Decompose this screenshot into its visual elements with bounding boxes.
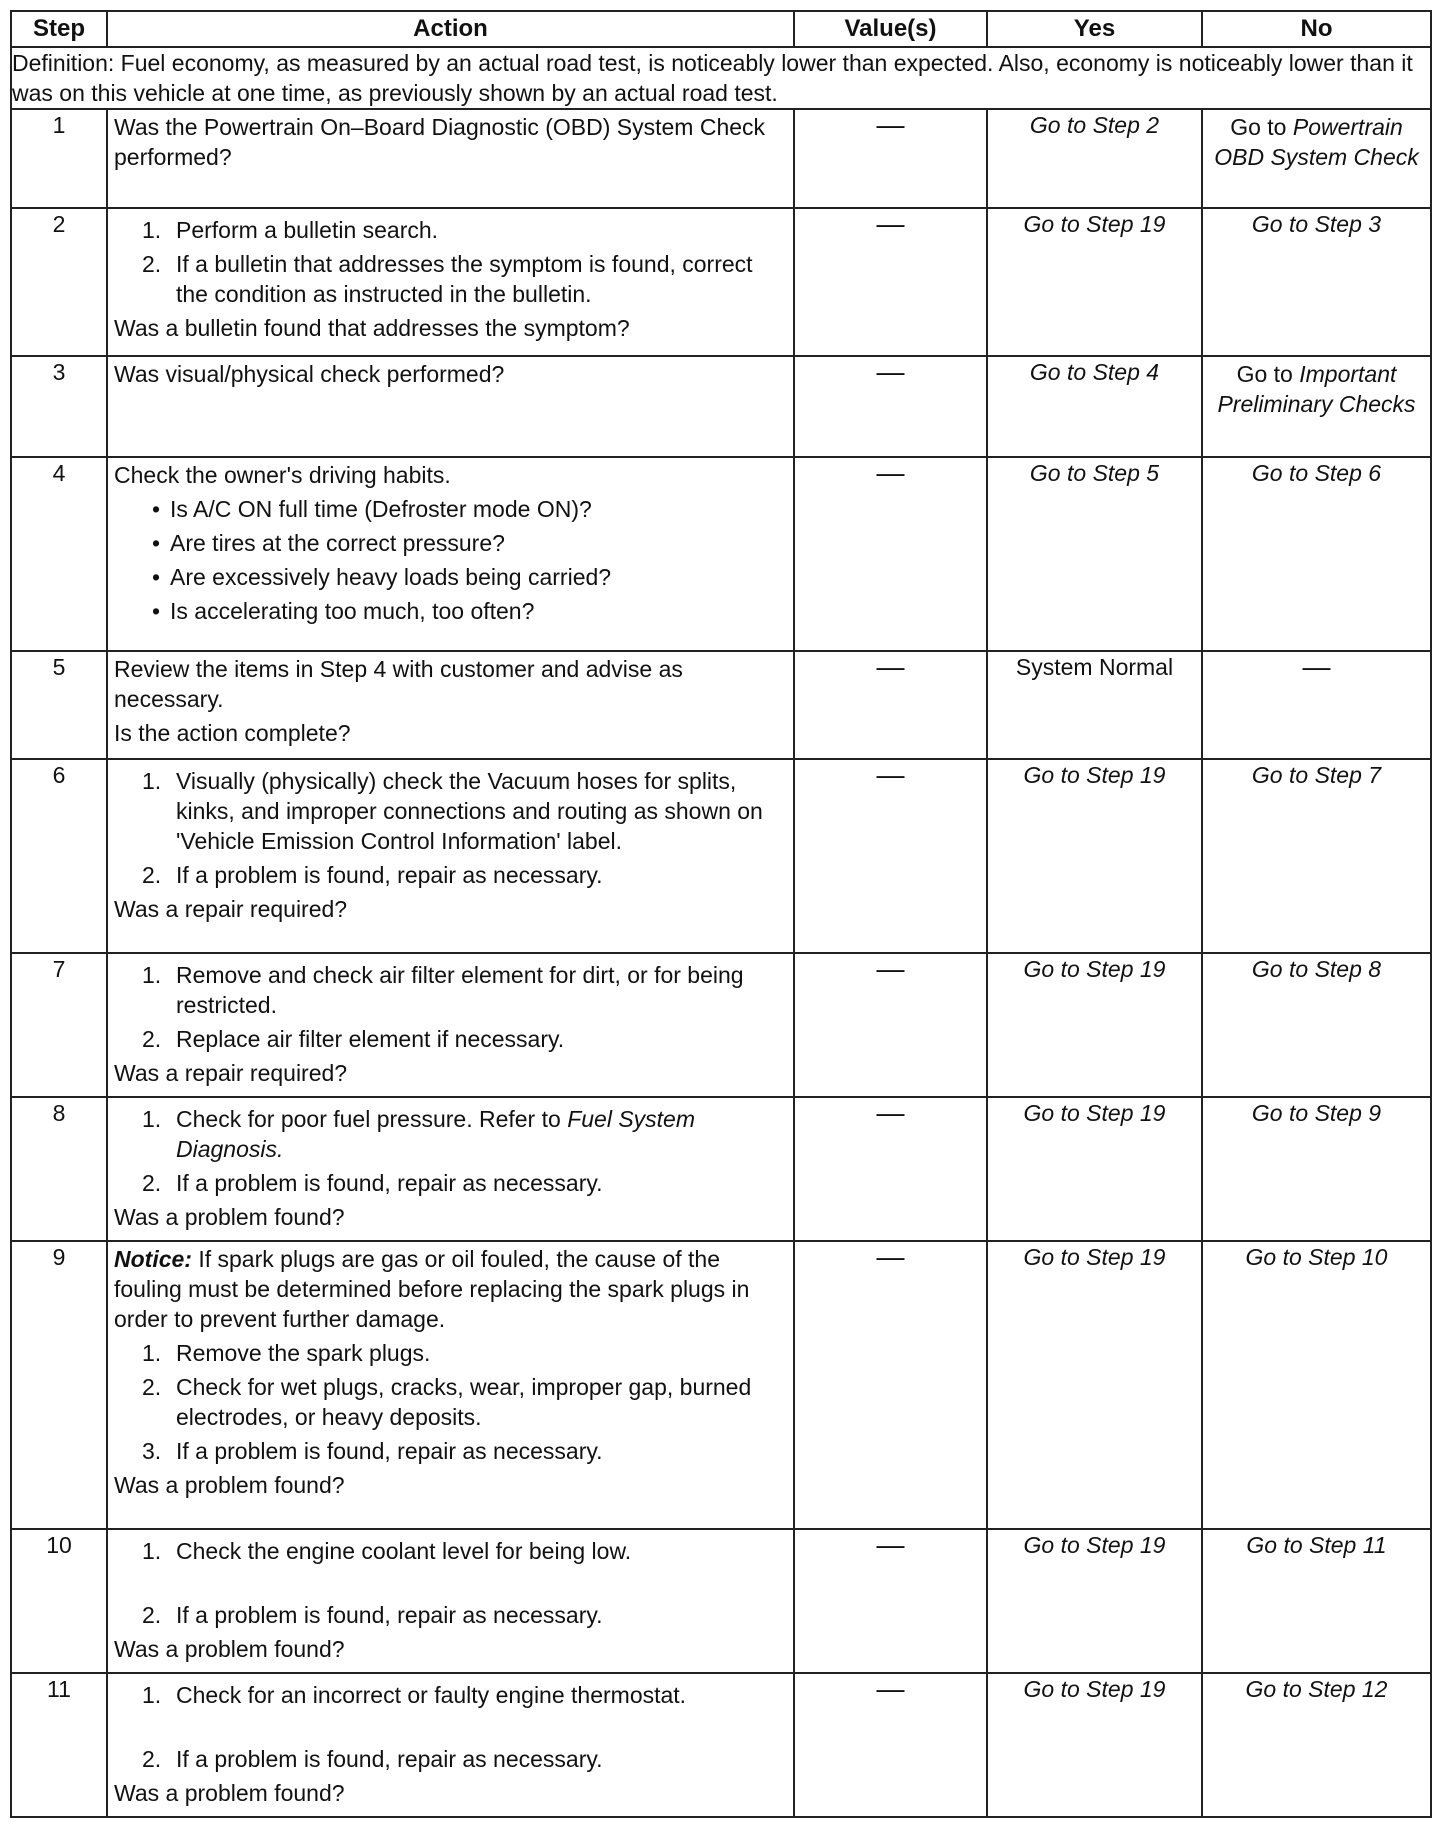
definition-text: Definition: Fuel economy, as measured by an actual road test, is noticeably lower than expected. Also, economy is noticeably lower than it was on this vehicle at one time, as previously shown by an actual road test. xyxy=(11,47,1431,109)
action-item: Remove and check air filter element for dirt, or for being restricted. xyxy=(176,962,744,1018)
action-item: Check for poor fuel pressure. Refer to Fuel System Diagnosis. xyxy=(176,1106,696,1162)
no-link[interactable]: Go to Step 11 xyxy=(1246,1532,1387,1558)
action-cell: 1. Check for poor fuel pressure. Refer to Fuel System Diagnosis. 2. If a problem is found, repair as necessary. Was a problem found? xyxy=(107,1097,794,1241)
table-row xyxy=(11,208,1431,356)
step-number: 10 xyxy=(11,1529,107,1673)
action-item: If a problem is found, repair as necessary. xyxy=(176,1170,603,1196)
step-number: 3 xyxy=(11,356,107,457)
no-cell xyxy=(1202,1097,1431,1241)
yes-link[interactable]: Go to Step 19 xyxy=(1023,956,1166,982)
header-yes: Yes xyxy=(987,11,1202,47)
table-row xyxy=(11,457,1431,651)
step-number: 11 xyxy=(11,1673,107,1817)
action-bullet: Is accelerating too much, too often? xyxy=(170,598,535,624)
action-bullet: Are tires at the correct pressure? xyxy=(170,530,505,556)
reference-text: Fuel System Diagnosis. xyxy=(176,1106,696,1162)
yes-cell xyxy=(987,208,1202,356)
action-cell: 1. Visually (physically) check the Vacuum hoses for splits, kinks, and improper connections and routing as shown on 'Vehicle Emission Control Information' label. 2. If a problem is found, repair as necessary. Was a repair required? xyxy=(107,759,794,953)
step-number: 1 xyxy=(11,109,107,208)
value-cell: — xyxy=(794,1673,987,1817)
action-cell: 1. Remove and check air filter element for dirt, or for being restricted. 2. Replace air filter element if necessary. Was a repair required? xyxy=(107,953,794,1097)
action-cell: Notice: If spark plugs are gas or oil fouled, the cause of the fouling must be determined before replacing the spark plugs in order to prevent further damage. 1. Remove the spark plugs. 2. Check for wet plugs, cracks, wear, improper gap, burned electrodes, or heavy deposits. 3. If a problem is found, repair as necessary. Was a problem found? xyxy=(107,1241,794,1529)
no-cell xyxy=(1202,208,1431,356)
action-cell xyxy=(107,651,794,759)
value-cell: — xyxy=(794,1241,987,1529)
no-link[interactable]: Go to Step 10 xyxy=(1245,1244,1388,1270)
yes-link[interactable]: Go to Step 2 xyxy=(1029,112,1160,138)
step-number: 5 xyxy=(11,651,107,759)
yes-cell xyxy=(987,457,1202,651)
yes-link[interactable]: Go to Step 4 xyxy=(1029,359,1160,385)
action-item: If a bulletin that addresses the symptom is found, correct the condition as instructed in the bulletin. xyxy=(176,251,753,307)
action-question: Was a repair required? xyxy=(114,896,348,922)
no-cell xyxy=(1202,651,1431,759)
yes-link[interactable]: Go to Step 19 xyxy=(1023,1244,1166,1270)
step-number: 7 xyxy=(11,953,107,1097)
step-number: 4 xyxy=(11,457,107,651)
notice-label: Notice: xyxy=(114,1246,192,1272)
action-item: Replace air filter element if necessary. xyxy=(176,1026,565,1052)
table-row xyxy=(11,1529,1431,1673)
no-link[interactable] xyxy=(1203,110,1430,174)
action-question: Was a problem found? xyxy=(114,1204,345,1230)
value-cell: — xyxy=(794,356,987,457)
no-target: Powertrain OBD System Check xyxy=(1214,114,1419,170)
action-question: Was a problem found? xyxy=(114,1472,345,1498)
table-row xyxy=(11,1673,1431,1817)
action-question: Was a problem found? xyxy=(114,1636,345,1662)
action-item: If a problem is found, repair as necessary. xyxy=(176,1602,603,1628)
yes-cell xyxy=(987,109,1202,208)
value-cell: — xyxy=(794,1529,987,1673)
action-text: Review the items in Step 4 with customer and advise as necessary. xyxy=(114,656,683,712)
header-row xyxy=(11,11,1431,47)
action-cell: 1. Perform a bulletin search. 2. If a bulletin that addresses the symptom is found, correct the condition as instructed in the bulletin. Was a bulletin found that addresses the symptom? xyxy=(107,208,794,356)
yes-result: System Normal xyxy=(1015,654,1174,680)
no-cell xyxy=(1202,1529,1431,1673)
no-link[interactable]: Go to Step 6 xyxy=(1251,460,1382,486)
yes-link[interactable]: Go to Step 19 xyxy=(1023,211,1166,237)
step-number: 8 xyxy=(11,1097,107,1241)
action-text: Was visual/physical check performed? xyxy=(114,361,505,387)
yes-link[interactable]: Go to Step 5 xyxy=(1029,460,1160,486)
no-result: — xyxy=(1302,651,1331,682)
value-cell: — xyxy=(794,1097,987,1241)
diagnostic-table xyxy=(10,10,1432,1818)
action-item: Check for an incorrect or faulty engine thermostat. xyxy=(176,1682,687,1708)
header-no: No xyxy=(1202,11,1431,47)
no-cell xyxy=(1202,1673,1431,1817)
yes-cell xyxy=(987,759,1202,953)
table-row xyxy=(11,109,1431,208)
table-row xyxy=(11,356,1431,457)
action-item: If a problem is found, repair as necessary. xyxy=(176,1438,603,1464)
action-cell: Check the owner's driving habits. • Is A/C ON full time (Defroster mode ON)? • Are tires at the correct pressure? • Are excessively heavy loads being carried? • Is accelerating too much, too often? xyxy=(107,457,794,651)
definition-row xyxy=(11,47,1431,109)
action-bullet: Are excessively heavy loads being carried? xyxy=(170,564,612,590)
step-number: 6 xyxy=(11,759,107,953)
yes-cell xyxy=(987,356,1202,457)
header-values: Value(s) xyxy=(794,11,987,47)
no-cell xyxy=(1202,953,1431,1097)
table-row xyxy=(11,1241,1431,1529)
action-item: Visually (physically) check the Vacuum hoses for splits, kinks, and improper connections and routing as shown on 'Vehicle Emission Control Information' label. xyxy=(176,768,763,854)
no-prefix: Go to xyxy=(1230,114,1287,140)
action-cell xyxy=(107,356,794,457)
no-cell xyxy=(1202,1241,1431,1529)
yes-cell xyxy=(987,651,1202,759)
no-link[interactable]: Go to Step 7 xyxy=(1251,762,1382,788)
action-bullet: Is A/C ON full time (Defroster mode ON)? xyxy=(170,496,592,522)
yes-link[interactable]: Go to Step 19 xyxy=(1023,762,1166,788)
no-link[interactable]: Go to Step 3 xyxy=(1251,211,1382,237)
value-cell: — xyxy=(794,953,987,1097)
no-target: Important Preliminary Checks xyxy=(1217,361,1416,417)
action-question: Was a problem found? xyxy=(114,1780,345,1806)
no-prefix: Go to xyxy=(1236,361,1293,387)
table-row xyxy=(11,1097,1431,1241)
yes-cell xyxy=(987,953,1202,1097)
action-item: Check for wet plugs, cracks, wear, improper gap, burned electrodes, or heavy deposits. xyxy=(176,1374,752,1430)
action-text: Was the Powertrain On–Board Diagnostic (OBD) System Check performed? xyxy=(114,114,766,170)
action-item: Perform a bulletin search. xyxy=(176,217,439,243)
yes-cell xyxy=(987,1241,1202,1529)
table-row xyxy=(11,759,1431,953)
action-item: If a problem is found, repair as necessary. xyxy=(176,862,603,888)
action-question: Is the action complete? xyxy=(114,720,351,746)
notice-text: Notice: If spark plugs are gas or oil fouled, the cause of the fouling must be determined before replacing the spark plugs in order to prevent further damage. xyxy=(114,1246,750,1332)
yes-link[interactable]: Go to Step 19 xyxy=(1023,1100,1166,1126)
header-action: Action xyxy=(107,11,794,47)
no-link[interactable]: Go to Step 12 xyxy=(1245,1676,1388,1702)
no-cell xyxy=(1202,457,1431,651)
action-item: If a problem is found, repair as necessary. xyxy=(176,1746,603,1772)
action-question: Was a bulletin found that addresses the symptom? xyxy=(114,315,630,341)
value-cell: — xyxy=(794,208,987,356)
header-step: Step xyxy=(11,11,107,47)
yes-cell xyxy=(987,1097,1202,1241)
step-number: 2 xyxy=(11,208,107,356)
yes-link[interactable]: Go to Step 19 xyxy=(1023,1532,1166,1558)
yes-cell xyxy=(987,1529,1202,1673)
action-cell xyxy=(107,109,794,208)
step-number: 9 xyxy=(11,1241,107,1529)
no-cell xyxy=(1202,109,1431,208)
yes-cell xyxy=(987,1673,1202,1817)
action-item: Check the engine coolant level for being low. xyxy=(176,1538,632,1564)
action-cell: 1. Check the engine coolant level for being low. 2. If a problem is found, repair as necessary. Was a problem found? xyxy=(107,1529,794,1673)
action-item: Remove the spark plugs. xyxy=(176,1340,431,1366)
no-cell xyxy=(1202,759,1431,953)
no-cell xyxy=(1202,356,1431,457)
no-link[interactable]: Go to Step 8 xyxy=(1251,956,1382,982)
value-cell: — xyxy=(794,651,987,759)
table-row xyxy=(11,651,1431,759)
table-row xyxy=(11,953,1431,1097)
action-text: Check the owner's driving habits. xyxy=(114,462,451,488)
value-cell: — xyxy=(794,457,987,651)
value-cell: — xyxy=(794,109,987,208)
value-cell: — xyxy=(794,759,987,953)
no-link[interactable] xyxy=(1203,357,1430,421)
action-question: Was a repair required? xyxy=(114,1060,348,1086)
yes-link[interactable]: Go to Step 19 xyxy=(1023,1676,1166,1702)
action-cell: 1. Check for an incorrect or faulty engine thermostat. 2. If a problem is found, repair as necessary. Was a problem found? xyxy=(107,1673,794,1817)
no-link[interactable]: Go to Step 9 xyxy=(1251,1100,1382,1126)
